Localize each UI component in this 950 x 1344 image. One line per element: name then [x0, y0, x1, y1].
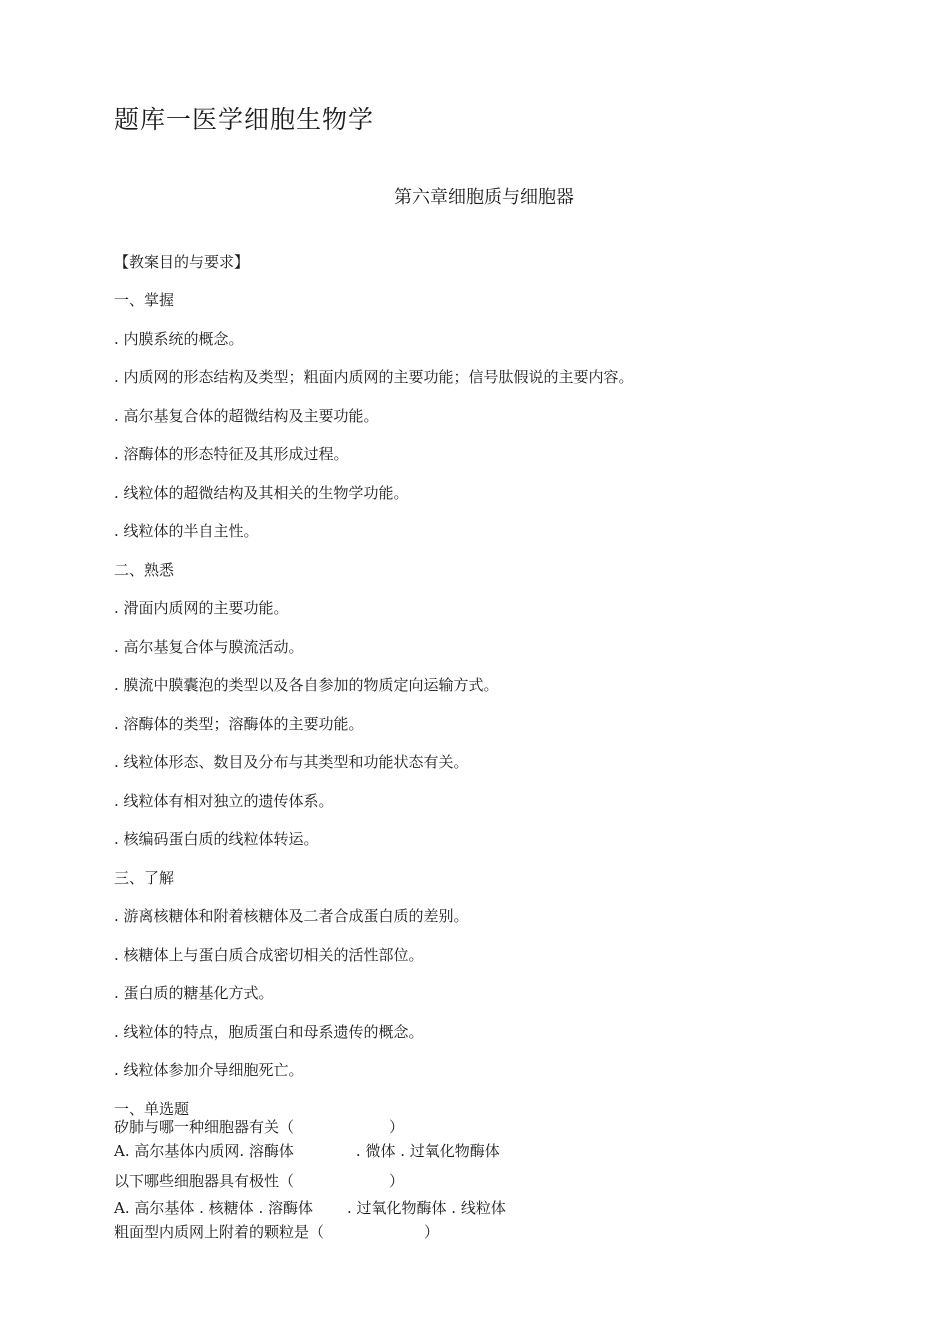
list-item: . 线粒体有相对独立的遗传体系。 [114, 792, 334, 810]
question-bracket-close: ） [389, 1172, 405, 1190]
list-item: . 线粒体参加介导细胞死亡。 [114, 1061, 304, 1079]
question-1-stem [114, 1117, 404, 1137]
question-stem-text: 矽肺与哪一种细胞器有关（ [114, 1118, 295, 1136]
objectives-heading: 【教案目的与要求】 [114, 253, 250, 271]
list-item: . 线粒体形态、数目及分布与其类型和功能状态有关。 [114, 753, 469, 771]
section-heading-master: 一、掌握 [114, 291, 175, 309]
list-item: . 线粒体的超微结构及其相关的生物学功能。 [114, 484, 409, 502]
question-options-right: . 过氧化物酶体 . 线粒体 [346, 1199, 506, 1217]
question-options-left: A. 高尔基体内质网. 溶酶体 [114, 1142, 294, 1160]
list-item: . 溶酶体的形态特征及其形成过程。 [114, 445, 349, 463]
question-stem-text: 粗面型内质网上附着的颗粒是（ [114, 1223, 325, 1241]
question-bracket-close: ） [389, 1118, 405, 1136]
question-2-stem [114, 1171, 404, 1191]
list-item: . 高尔基复合体与膜流活动。 [114, 638, 304, 656]
question-bracket-close: ） [424, 1223, 440, 1241]
list-item: . 蛋白质的糖基化方式。 [114, 984, 274, 1002]
list-item: . 滑面内质网的主要功能。 [114, 599, 289, 617]
list-item: . 溶酶体的类型；溶酶体的主要功能。 [114, 715, 364, 733]
question-options-left: A. 高尔基体 . 核糖体 . 溶酶体 [114, 1199, 313, 1217]
question-2-options [114, 1198, 506, 1218]
list-item: . 游离核糖体和附着核糖体及二者合成蛋白质的差别。 [114, 907, 469, 925]
list-item: . 膜流中膜囊泡的类型以及各自参加的物质定向运输方式。 [114, 676, 499, 694]
list-item: . 核编码蛋白质的线粒体转运。 [114, 830, 319, 848]
list-item: . 内质网的形态结构及类型；粗面内质网的主要功能；信号肽假说的主要内容。 [114, 368, 634, 386]
list-item: . 线粒体的半自主性。 [114, 522, 259, 540]
question-3-stem [114, 1222, 439, 1242]
question-1-options [114, 1141, 500, 1161]
question-options-right: . 微体 . 过氧化物酶体 [355, 1142, 500, 1160]
list-item: . 高尔基复合体的超微结构及主要功能。 [114, 407, 379, 425]
list-item: . 线粒体的特点，胞质蛋白和母系遗传的概念。 [114, 1023, 424, 1041]
chapter-title: 第六章细胞质与细胞器 [394, 187, 574, 208]
list-item: . 核糖体上与蛋白质合成密切相关的活性部位。 [114, 946, 424, 964]
section-heading-understand: 三、了解 [114, 869, 175, 887]
questions-heading: 一、单选题 [114, 1100, 190, 1118]
list-item: . 内膜系统的概念。 [114, 330, 244, 348]
question-stem-text: 以下哪些细胞器具有极性（ [114, 1172, 295, 1190]
section-heading-familiar: 二、熟悉 [114, 561, 175, 579]
document-title: 题库一医学细胞生物学 [114, 105, 375, 134]
